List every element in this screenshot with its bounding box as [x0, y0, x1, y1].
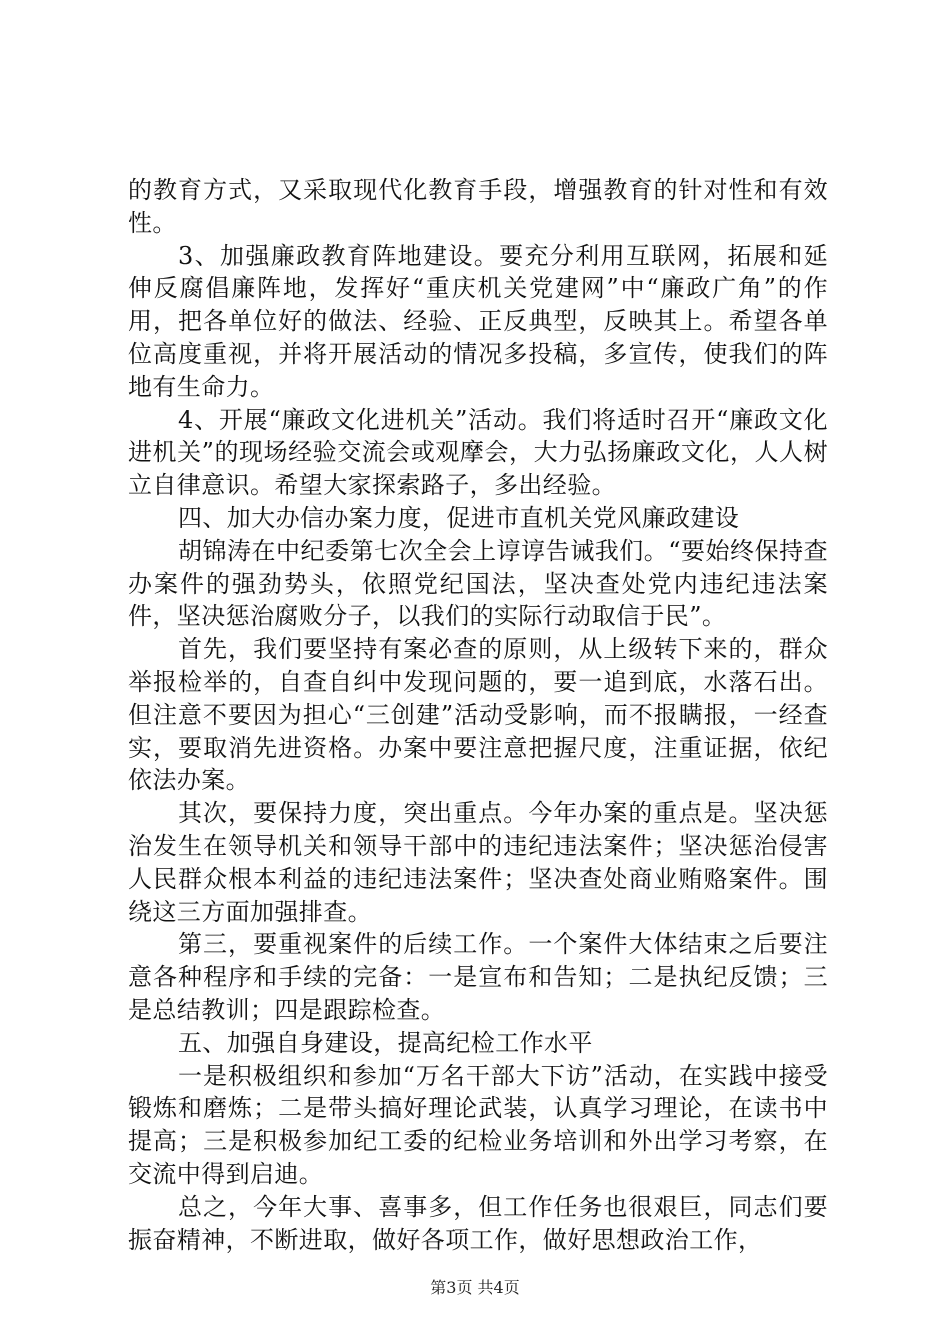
paragraph-item-4: 4、开展“廉政文化进机关”活动。我们将适时召开“廉政文化进机关”的现场经验交流会或观摩会，大力弘扬廉政文化，人人树立自律意识。希望大家探索路子，多出经验。: [128, 405, 828, 500]
paragraph-self-building: 一是积极组织和参加“万名干部大下访”活动，在实践中接受锻炼和磨炼；二是带头搞好理论武装，认真学习理论，在读书中提高；三是积极参加纪工委的纪检业务培训和外出学习考察，在交流中得到启迪。: [128, 1061, 828, 1188]
section-heading-5: 五、加强自身建设，提高纪检工作水平: [178, 1028, 593, 1057]
paragraph-quote: 胡锦涛在中纪委第七次全会上谆谆告诫我们。“要始终保持查办案件的强劲势头，依照党纪国法，坚决查处党内违纪违法案件，坚决惩治腐败分子，以我们的实际行动取信于民”。: [128, 536, 828, 631]
paragraph-third: 第三，要重视案件的后续工作。一个案件大体结束之后要注意各种程序和手续的完备：一是宣布和告知；二是执纪反馈；三是总结教训；四是跟踪检查。: [128, 930, 828, 1024]
paragraph-first: 首先，我们要坚持有案必查的原则，从上级转下来的，群众举报检举的，自查自纠中发现问题的，要一追到底，水落石出。但注意不要因为担心“三创建”活动受影响，而不报瞒报，一经查实，要取消先进资格。办案中要注意把握尺度，注重证据，依纪依法办案。: [128, 635, 828, 795]
paragraph-continuation: 的教育方式，又采取现代化教育手段，增强教育的针对性和有效性。: [128, 176, 828, 237]
paragraph-summary: 总之，今年大事、喜事多，但工作任务也很艰巨，同志们要振奋精神，不断进取，做好各项工作，做好思想政治工作，: [128, 1192, 828, 1254]
document-body: [128, 174, 828, 1256]
paragraph-item-3: 3、加强廉政教育阵地建设。要充分利用互联网，拓展和延伸反腐倡廉阵地，发挥好“重庆机关党建网”中“廉政广角”的作用，把各单位好的做法、经验、正反典型，反映其上。希望各单位高度重视，并将开展活动的情况多投稿，多宣传，使我们的阵地有生命力。: [128, 241, 828, 401]
page-number-footer: 第3页 共4页: [430, 1278, 520, 1297]
section-heading-4: 四、加大办信办案力度，促进市直机关党风廉政建设: [178, 503, 740, 532]
paragraph-second: 其次，要保持力度，突出重点。今年办案的重点是。坚决惩治发生在领导机关和领导干部中的违纪违法案件；坚决惩治侵害人民群众根本利益的违纪违法案件；坚决查处商业贿赂案件。围绕这三方面加强排查。: [128, 799, 828, 926]
